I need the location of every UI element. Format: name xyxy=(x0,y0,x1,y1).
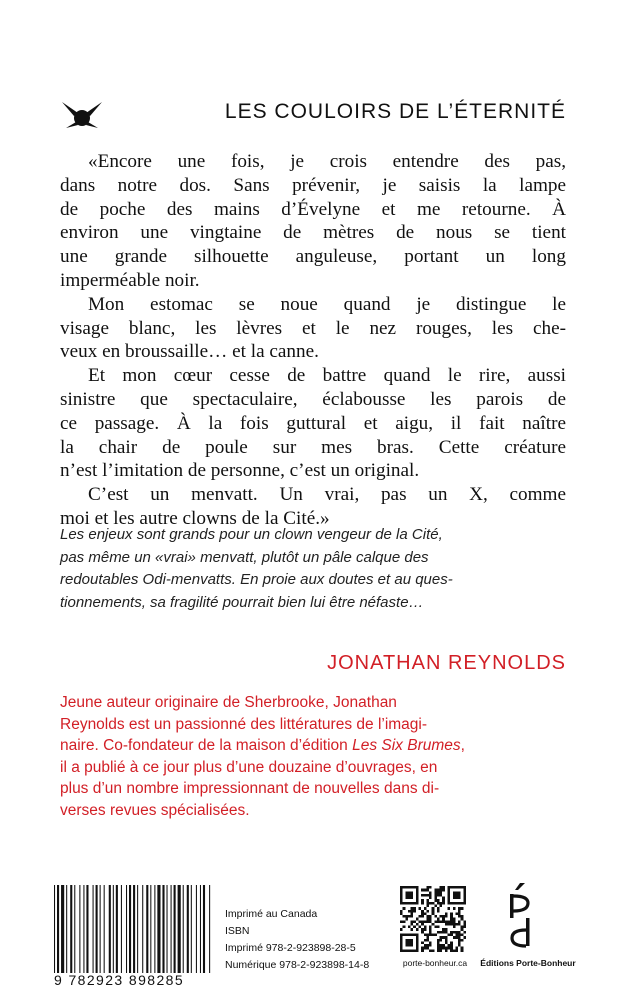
excerpt-line: ce passage. À la fois guttural et aigu, il fait naître xyxy=(60,412,566,434)
barcode xyxy=(53,885,213,973)
excerpt-line: imperméable noir. xyxy=(60,269,200,291)
series-title: LES COULOIRS DE L’ÉTERNITÉ xyxy=(224,100,566,123)
isbn-print: Imprimé 978-2-923898-28-5 xyxy=(225,942,356,954)
excerpt-line: Et mon cœur cesse de battre quand le rire, aussi xyxy=(88,365,566,387)
blurb-line: Les enjeux sont grands pour un clown vengeur de la Cité, xyxy=(60,526,443,543)
excerpt-line: la chair de poule sur mes bras. Cette créature xyxy=(60,436,566,458)
crossed-bones-skull-icon xyxy=(60,96,104,132)
printed-in: Imprimé au Canada xyxy=(225,908,318,920)
book-excerpt xyxy=(60,150,566,531)
bio-line: naire. Co-fondateur de la maison d’édition Les Six Brumes, xyxy=(60,737,465,754)
bio-line: plus d’un nombre impressionnant de nouvelles dans di- xyxy=(60,780,440,797)
excerpt-line: visage blanc, les lèvres et le nez rouges, les che- xyxy=(60,317,566,339)
book-blurb xyxy=(60,524,566,614)
print-info xyxy=(225,906,405,974)
imprint-title: Les Six Brumes xyxy=(352,737,461,754)
publisher-name: Éditions Porte-Bonheur xyxy=(480,958,576,968)
bio-line: Reynolds est un passionné des littératures de l’imagi- xyxy=(60,715,428,733)
excerpt-line: environ une vingtaine de mètres de nous se tient xyxy=(60,222,566,244)
excerpt-paragraph-2 xyxy=(60,293,566,364)
author-bio xyxy=(60,692,566,821)
excerpt-paragraph-3 xyxy=(60,364,566,483)
excerpt-line: de poche des mains d’Évelyne et me retourne. À xyxy=(60,198,566,220)
blurb-line: redoutables Odi-menvatts. En proie aux doutes et au ques- xyxy=(60,571,453,588)
bio-line: il a publié à ce jour plus d’une douzaine d’ouvrages, en xyxy=(60,758,438,776)
isbn-label: ISBN xyxy=(225,925,250,937)
excerpt-line: veux en broussaille… et la canne. xyxy=(60,341,319,363)
qr-url: porte-bonheur.ca xyxy=(402,958,468,968)
excerpt-line: C’est un menvatt. Un vrai, pas un X, comme xyxy=(88,484,566,506)
porte-bonheur-logo-icon xyxy=(500,882,540,948)
excerpt-line: «Encore une fois, je crois entendre des pas, xyxy=(88,151,566,172)
blurb-line: tionnements, sa fragilité pourrait bien lui être néfaste… xyxy=(60,593,424,611)
excerpt-line: dans notre dos. Sans prévenir, je saisis la lampe xyxy=(60,174,566,196)
isbn-digital: Numérique 978-2-923898-14-8 xyxy=(225,959,370,971)
excerpt-line: une grande silhouette anguleuse, portant un long xyxy=(60,246,566,268)
bio-line: verses revues spécialisées. xyxy=(60,801,250,819)
excerpt-line: moi et les autre clowns de la Cité.» xyxy=(60,507,330,529)
excerpt-line: sinistre que spectaculaire, éclabousse les parois de xyxy=(60,388,566,410)
excerpt-line: n’est l’imitation de personne, c’est un original. xyxy=(60,460,420,482)
excerpt-paragraph-1 xyxy=(60,150,566,293)
author-name: JONATHAN REYNOLDS xyxy=(327,652,566,674)
excerpt-line: Mon estomac se noue quand je distingue le xyxy=(88,293,566,315)
blurb-line: pas même un «vrai» menvatt, plutôt un pâle calque des xyxy=(60,548,429,566)
barcode-digits: 9 782923 898285 xyxy=(54,972,184,988)
bio-line: Jeune auteur originaire de Sherbrooke, Jonathan xyxy=(60,694,397,711)
qr-code-icon xyxy=(400,886,466,952)
